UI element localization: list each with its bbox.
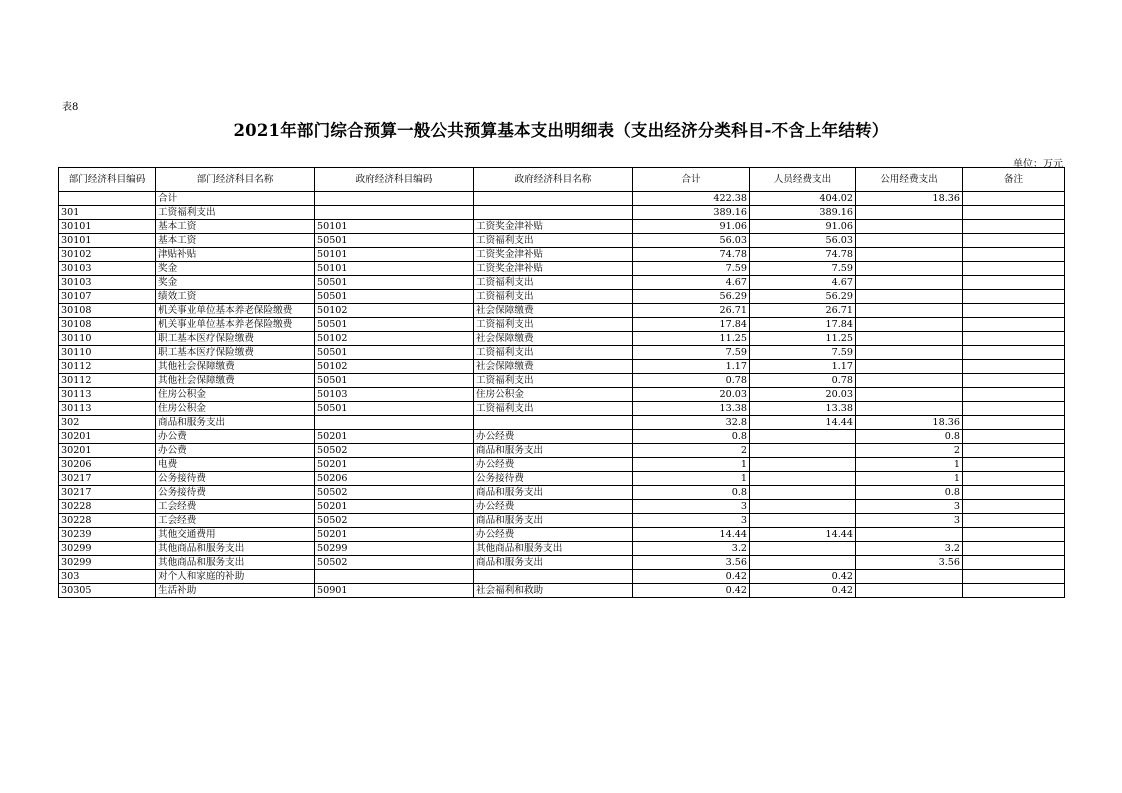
table-row xyxy=(59,234,1065,248)
gov-code-cell: 50102 xyxy=(315,332,474,346)
dept-code-cell: 30107 xyxy=(59,290,156,304)
total-cell: 32.8 xyxy=(633,416,750,430)
table-row xyxy=(59,206,1065,220)
public-cell xyxy=(856,346,963,360)
remark-cell xyxy=(963,430,1065,444)
remark-cell xyxy=(963,528,1065,542)
gov-name-cell xyxy=(474,206,633,220)
table-row xyxy=(59,584,1065,598)
gov-code-cell: 50502 xyxy=(315,556,474,570)
public-cell: 0.8 xyxy=(856,486,963,500)
table-row xyxy=(59,220,1065,234)
personnel-cell: 74.78 xyxy=(750,248,856,262)
dept-code-cell: 30299 xyxy=(59,556,156,570)
table-row xyxy=(59,318,1065,332)
remark-cell xyxy=(963,332,1065,346)
gov-name-cell: 工资福利支出 xyxy=(474,402,633,416)
remark-cell xyxy=(963,290,1065,304)
dept-name-cell: 公务接待费 xyxy=(156,486,315,500)
personnel-cell: 404.02 xyxy=(750,192,856,206)
gov-name-cell: 商品和服务支出 xyxy=(474,556,633,570)
gov-code-cell: 50501 xyxy=(315,318,474,332)
total-cell: 7.59 xyxy=(633,346,750,360)
public-cell xyxy=(856,248,963,262)
gov-name-cell: 办公经费 xyxy=(474,430,633,444)
dept-code-cell: 30112 xyxy=(59,374,156,388)
table-row xyxy=(59,430,1065,444)
dept-code-cell: 30217 xyxy=(59,472,156,486)
header-gov-name: 政府经济科目名称 xyxy=(474,168,633,192)
dept-name-cell: 基本工资 xyxy=(156,220,315,234)
gov-name-cell: 工资奖金津补贴 xyxy=(474,248,633,262)
total-cell: 3 xyxy=(633,514,750,528)
personnel-cell xyxy=(750,430,856,444)
total-cell: 0.8 xyxy=(633,430,750,444)
dept-name-cell: 工会经费 xyxy=(156,500,315,514)
dept-name-cell: 奖金 xyxy=(156,276,315,290)
dept-name-cell: 基本工资 xyxy=(156,234,315,248)
dept-name-cell: 办公费 xyxy=(156,444,315,458)
table-label: 表8 xyxy=(62,102,79,113)
personnel-cell: 389.16 xyxy=(750,206,856,220)
remark-cell xyxy=(963,472,1065,486)
public-cell: 3 xyxy=(856,500,963,514)
gov-code-cell xyxy=(315,416,474,430)
public-cell: 0.8 xyxy=(856,430,963,444)
gov-code-cell: 50502 xyxy=(315,514,474,528)
table-row xyxy=(59,402,1065,416)
gov-code-cell xyxy=(315,206,474,220)
dept-name-cell: 对个人和家庭的补助 xyxy=(156,570,315,584)
dept-name-cell: 机关事业单位基本养老保险缴费 xyxy=(156,304,315,318)
total-cell: 4.67 xyxy=(633,276,750,290)
gov-name-cell: 商品和服务支出 xyxy=(474,444,633,458)
dept-name-cell: 其他交通费用 xyxy=(156,528,315,542)
header-public: 公用经费支出 xyxy=(856,168,963,192)
remark-cell xyxy=(963,248,1065,262)
dept-name-cell: 其他商品和服务支出 xyxy=(156,542,315,556)
gov-code-cell: 50502 xyxy=(315,486,474,500)
table-row xyxy=(59,458,1065,472)
table-row xyxy=(59,416,1065,430)
gov-name-cell: 工资福利支出 xyxy=(474,234,633,248)
remark-cell xyxy=(963,570,1065,584)
personnel-cell: 14.44 xyxy=(750,528,856,542)
gov-code-cell: 50501 xyxy=(315,402,474,416)
dept-code-cell: 30110 xyxy=(59,346,156,360)
dept-name-cell: 工资福利支出 xyxy=(156,206,315,220)
dept-code-cell: 30206 xyxy=(59,458,156,472)
table-row xyxy=(59,346,1065,360)
gov-code-cell: 50502 xyxy=(315,444,474,458)
personnel-cell: 17.84 xyxy=(750,318,856,332)
table-row xyxy=(59,472,1065,486)
gov-code-cell: 50201 xyxy=(315,500,474,514)
dept-code-cell: 30103 xyxy=(59,262,156,276)
dept-code-cell xyxy=(59,192,156,206)
table-row xyxy=(59,360,1065,374)
remark-cell xyxy=(963,388,1065,402)
dept-name-cell: 工会经费 xyxy=(156,514,315,528)
total-cell: 56.29 xyxy=(633,290,750,304)
total-cell: 0.42 xyxy=(633,584,750,598)
remark-cell xyxy=(963,276,1065,290)
table-row xyxy=(59,276,1065,290)
gov-name-cell: 工资福利支出 xyxy=(474,374,633,388)
dept-code-cell: 30102 xyxy=(59,248,156,262)
gov-name-cell: 商品和服务支出 xyxy=(474,486,633,500)
gov-name-cell: 办公经费 xyxy=(474,500,633,514)
remark-cell xyxy=(963,220,1065,234)
gov-name-cell xyxy=(474,416,633,430)
table-row xyxy=(59,500,1065,514)
dept-code-cell: 30305 xyxy=(59,584,156,598)
remark-cell xyxy=(963,206,1065,220)
personnel-cell: 26.71 xyxy=(750,304,856,318)
gov-name-cell: 社会保障缴费 xyxy=(474,304,633,318)
remark-cell xyxy=(963,360,1065,374)
dept-name-cell: 其他社会保障缴费 xyxy=(156,360,315,374)
gov-code-cell: 50101 xyxy=(315,262,474,276)
header-dept-code: 部门经济科目编码 xyxy=(59,168,156,192)
gov-code-cell xyxy=(315,570,474,584)
remark-cell xyxy=(963,556,1065,570)
personnel-cell xyxy=(750,542,856,556)
remark-cell xyxy=(963,458,1065,472)
remark-cell xyxy=(963,304,1065,318)
gov-name-cell: 工资福利支出 xyxy=(474,290,633,304)
remark-cell xyxy=(963,486,1065,500)
dept-name-cell: 其他商品和服务支出 xyxy=(156,556,315,570)
personnel-cell: 56.29 xyxy=(750,290,856,304)
gov-name-cell: 社会福利和救助 xyxy=(474,584,633,598)
total-cell: 74.78 xyxy=(633,248,750,262)
remark-cell xyxy=(963,374,1065,388)
personnel-cell: 56.03 xyxy=(750,234,856,248)
public-cell xyxy=(856,234,963,248)
gov-code-cell: 50501 xyxy=(315,290,474,304)
gov-code-cell: 50299 xyxy=(315,542,474,556)
personnel-cell: 13.38 xyxy=(750,402,856,416)
gov-name-cell: 其他商品和服务支出 xyxy=(474,542,633,556)
total-cell: 1 xyxy=(633,458,750,472)
dept-code-cell: 30201 xyxy=(59,444,156,458)
public-cell: 3 xyxy=(856,514,963,528)
header-dept-name: 部门经济科目名称 xyxy=(156,168,315,192)
personnel-cell xyxy=(750,500,856,514)
dept-name-cell: 其他社会保障缴费 xyxy=(156,374,315,388)
total-cell: 1.17 xyxy=(633,360,750,374)
dept-name-cell: 合计 xyxy=(156,192,315,206)
total-cell: 13.38 xyxy=(633,402,750,416)
gov-name-cell: 办公经费 xyxy=(474,458,633,472)
gov-name-cell: 公务接待费 xyxy=(474,472,633,486)
dept-code-cell: 30217 xyxy=(59,486,156,500)
public-cell xyxy=(856,570,963,584)
dept-name-cell: 职工基本医疗保险缴费 xyxy=(156,332,315,346)
remark-cell xyxy=(963,318,1065,332)
total-cell: 3.56 xyxy=(633,556,750,570)
table-row xyxy=(59,304,1065,318)
personnel-cell: 7.59 xyxy=(750,346,856,360)
personnel-cell: 7.59 xyxy=(750,262,856,276)
table-row xyxy=(59,514,1065,528)
gov-code-cell: 50201 xyxy=(315,528,474,542)
public-cell: 3.56 xyxy=(856,556,963,570)
total-cell: 7.59 xyxy=(633,262,750,276)
dept-code-cell: 30101 xyxy=(59,234,156,248)
dept-code-cell: 303 xyxy=(59,570,156,584)
table-row xyxy=(59,248,1065,262)
public-cell xyxy=(856,528,963,542)
public-cell: 3.2 xyxy=(856,542,963,556)
dept-code-cell: 30201 xyxy=(59,430,156,444)
remark-cell xyxy=(963,402,1065,416)
total-cell: 26.71 xyxy=(633,304,750,318)
personnel-cell: 4.67 xyxy=(750,276,856,290)
gov-code-cell: 50102 xyxy=(315,304,474,318)
personnel-cell: 1.17 xyxy=(750,360,856,374)
public-cell xyxy=(856,332,963,346)
total-cell: 20.03 xyxy=(633,388,750,402)
table-row xyxy=(59,528,1065,542)
remark-cell xyxy=(963,500,1065,514)
total-cell: 11.25 xyxy=(633,332,750,346)
table-row xyxy=(59,374,1065,388)
personnel-cell: 11.25 xyxy=(750,332,856,346)
gov-code-cell: 50201 xyxy=(315,430,474,444)
public-cell xyxy=(856,206,963,220)
remark-cell xyxy=(963,234,1065,248)
dept-code-cell: 30228 xyxy=(59,500,156,514)
remark-cell xyxy=(963,416,1065,430)
public-cell xyxy=(856,220,963,234)
personnel-cell xyxy=(750,514,856,528)
remark-cell xyxy=(963,262,1065,276)
remark-cell xyxy=(963,542,1065,556)
dept-name-cell: 公务接待费 xyxy=(156,472,315,486)
personnel-cell xyxy=(750,458,856,472)
personnel-cell: 20.03 xyxy=(750,388,856,402)
page-title: 2021年部门综合预算一般公共预算基本支出明细表（支出经济分类科目-不含上年结转） xyxy=(233,121,889,140)
personnel-cell xyxy=(750,472,856,486)
public-cell xyxy=(856,374,963,388)
personnel-cell xyxy=(750,486,856,500)
dept-code-cell: 30108 xyxy=(59,304,156,318)
dept-code-cell: 302 xyxy=(59,416,156,430)
table-row xyxy=(59,556,1065,570)
dept-name-cell: 生活补助 xyxy=(156,584,315,598)
public-cell xyxy=(856,360,963,374)
public-cell: 2 xyxy=(856,444,963,458)
public-cell xyxy=(856,304,963,318)
gov-name-cell: 工资福利支出 xyxy=(474,276,633,290)
total-cell: 3.2 xyxy=(633,542,750,556)
total-cell: 389.16 xyxy=(633,206,750,220)
table-row xyxy=(59,444,1065,458)
total-cell: 14.44 xyxy=(633,528,750,542)
gov-code-cell: 50101 xyxy=(315,220,474,234)
total-cell: 3 xyxy=(633,500,750,514)
gov-code-cell: 50901 xyxy=(315,584,474,598)
dept-name-cell: 机关事业单位基本养老保险缴费 xyxy=(156,318,315,332)
gov-code-cell: 50501 xyxy=(315,234,474,248)
personnel-cell: 14.44 xyxy=(750,416,856,430)
total-cell: 56.03 xyxy=(633,234,750,248)
public-cell: 1 xyxy=(856,472,963,486)
header-remark: 备注 xyxy=(963,168,1065,192)
gov-name-cell: 社会保障缴费 xyxy=(474,332,633,346)
public-cell xyxy=(856,262,963,276)
gov-name-cell: 工资奖金津补贴 xyxy=(474,262,633,276)
gov-code-cell: 50102 xyxy=(315,360,474,374)
remark-cell xyxy=(963,192,1065,206)
dept-name-cell: 奖金 xyxy=(156,262,315,276)
total-cell: 1 xyxy=(633,472,750,486)
public-cell: 1 xyxy=(856,458,963,472)
gov-name-cell: 工资福利支出 xyxy=(474,318,633,332)
gov-code-cell: 50101 xyxy=(315,248,474,262)
total-cell: 0.42 xyxy=(633,570,750,584)
personnel-cell: 91.06 xyxy=(750,220,856,234)
unit-label: 单位：万元 xyxy=(1013,159,1063,170)
total-cell: 2 xyxy=(633,444,750,458)
dept-name-cell: 商品和服务支出 xyxy=(156,416,315,430)
gov-name-cell: 商品和服务支出 xyxy=(474,514,633,528)
header-total: 合计 xyxy=(633,168,750,192)
gov-name-cell: 住房公积金 xyxy=(474,388,633,402)
gov-name-cell xyxy=(474,192,633,206)
gov-code-cell: 50501 xyxy=(315,374,474,388)
total-cell: 422.38 xyxy=(633,192,750,206)
header-personnel: 人员经费支出 xyxy=(750,168,856,192)
dept-name-cell: 职工基本医疗保险缴费 xyxy=(156,346,315,360)
total-cell: 91.06 xyxy=(633,220,750,234)
public-cell xyxy=(856,276,963,290)
public-cell xyxy=(856,318,963,332)
table-row xyxy=(59,262,1065,276)
remark-cell xyxy=(963,346,1065,360)
dept-name-cell: 绩效工资 xyxy=(156,290,315,304)
gov-code-cell: 50103 xyxy=(315,388,474,402)
gov-code-cell: 50501 xyxy=(315,346,474,360)
personnel-cell: 0.78 xyxy=(750,374,856,388)
table-row xyxy=(59,388,1065,402)
table-row xyxy=(59,332,1065,346)
dept-name-cell: 电费 xyxy=(156,458,315,472)
header-gov-code: 政府经济科目编码 xyxy=(315,168,474,192)
table-row xyxy=(59,192,1065,206)
public-cell xyxy=(856,584,963,598)
public-cell xyxy=(856,402,963,416)
table-row xyxy=(59,486,1065,500)
personnel-cell: 0.42 xyxy=(750,584,856,598)
gov-code-cell: 50501 xyxy=(315,276,474,290)
total-cell: 0.8 xyxy=(633,486,750,500)
dept-name-cell: 办公费 xyxy=(156,430,315,444)
public-cell xyxy=(856,290,963,304)
remark-cell xyxy=(963,514,1065,528)
gov-code-cell: 50206 xyxy=(315,472,474,486)
header-row xyxy=(59,168,1065,192)
gov-name-cell: 工资福利支出 xyxy=(474,346,633,360)
gov-code-cell: 50201 xyxy=(315,458,474,472)
dept-name-cell: 津贴补贴 xyxy=(156,248,315,262)
dept-code-cell: 30113 xyxy=(59,388,156,402)
dept-code-cell: 30103 xyxy=(59,276,156,290)
gov-name-cell xyxy=(474,570,633,584)
dept-code-cell: 30110 xyxy=(59,332,156,346)
gov-name-cell: 工资奖金津补贴 xyxy=(474,220,633,234)
dept-name-cell: 住房公积金 xyxy=(156,402,315,416)
dept-code-cell: 301 xyxy=(59,206,156,220)
personnel-cell xyxy=(750,444,856,458)
table-row xyxy=(59,542,1065,556)
remark-cell xyxy=(963,584,1065,598)
table-row xyxy=(59,570,1065,584)
personnel-cell: 0.42 xyxy=(750,570,856,584)
dept-code-cell: 30101 xyxy=(59,220,156,234)
dept-code-cell: 30112 xyxy=(59,360,156,374)
dept-code-cell: 30228 xyxy=(59,514,156,528)
remark-cell xyxy=(963,444,1065,458)
personnel-cell xyxy=(750,556,856,570)
gov-code-cell xyxy=(315,192,474,206)
table-row xyxy=(59,290,1065,304)
gov-name-cell: 办公经费 xyxy=(474,528,633,542)
dept-code-cell: 30108 xyxy=(59,318,156,332)
gov-name-cell: 社会保障缴费 xyxy=(474,360,633,374)
budget-detail-table xyxy=(58,167,1065,598)
public-cell: 18.36 xyxy=(856,416,963,430)
dept-code-cell: 30113 xyxy=(59,402,156,416)
dept-code-cell: 30299 xyxy=(59,542,156,556)
dept-name-cell: 住房公积金 xyxy=(156,388,315,402)
public-cell: 18.36 xyxy=(856,192,963,206)
total-cell: 17.84 xyxy=(633,318,750,332)
public-cell xyxy=(856,388,963,402)
total-cell: 0.78 xyxy=(633,374,750,388)
dept-code-cell: 30239 xyxy=(59,528,156,542)
